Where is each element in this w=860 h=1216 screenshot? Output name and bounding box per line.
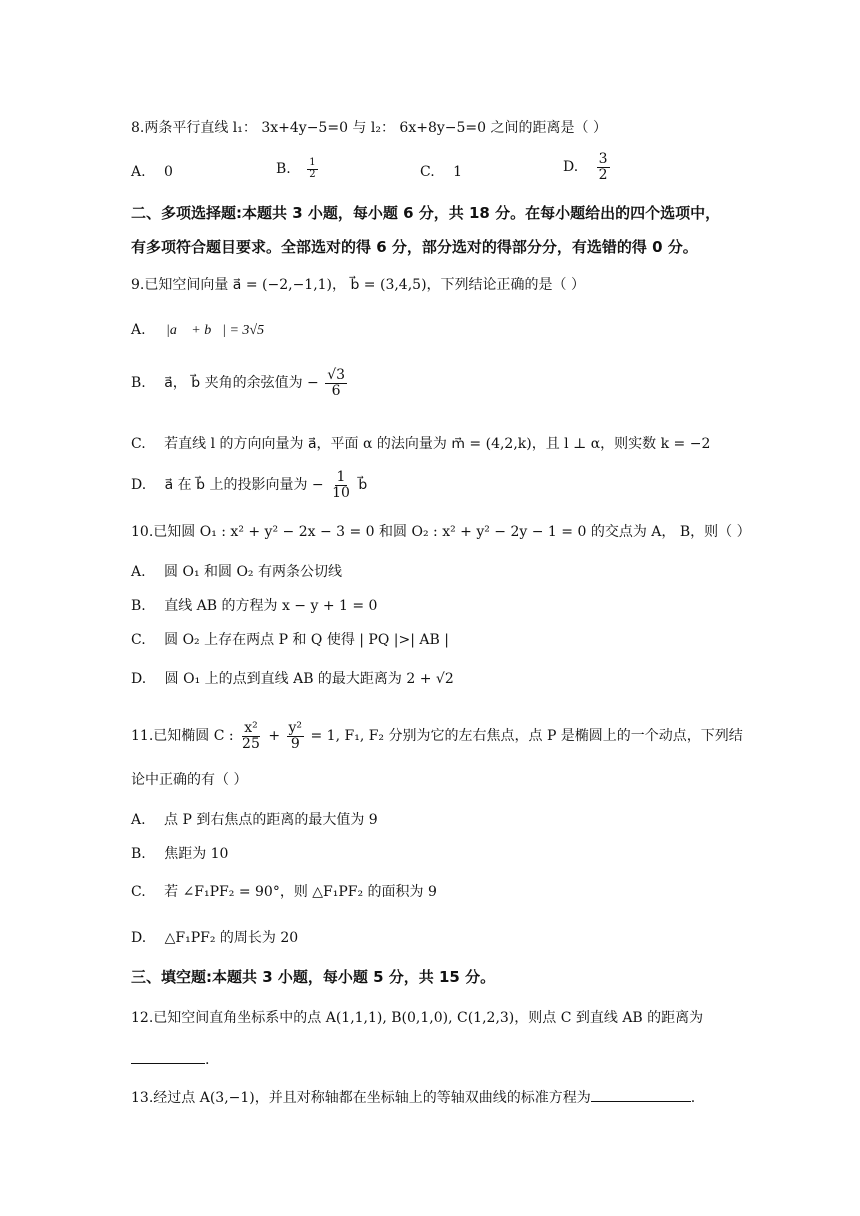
q11-stem (131, 718, 743, 754)
q9-option-d (131, 470, 367, 500)
q8-option-d-label: D. (563, 159, 579, 176)
q10-option-a-label: A. (131, 564, 146, 580)
q11-stem-line-2: 论中正确的有（ ） (131, 772, 248, 788)
q13-stem-line (131, 1088, 695, 1108)
q11-option-d (131, 928, 298, 948)
q8-option-a-label: A. (131, 164, 146, 180)
q10-option-b-text: 直线 AB 的方程为 x − y + 1 = 0 (164, 598, 378, 614)
q10-option-c (131, 630, 449, 650)
q10-option-c-label: C. (131, 632, 146, 648)
q11-fraction-y-num: y² (288, 719, 303, 736)
section-2-line-2: 有多项符合题目要求。全部选对的得 6 分，部分选对的得部分分，有选错的得 0 分。 (131, 238, 698, 256)
q8-option-d-den: 2 (598, 166, 608, 183)
q11-option-d-text: △F₁PF₂ 的周长为 20 (164, 930, 299, 946)
q12-stem: 12.已知空间直角坐标系中的点 A(1,1,1), B(0,1,0), C(1,2,3)，则点 C 到直线 AB 的距离为 (131, 1010, 704, 1026)
q11-fraction-x-num: x² (244, 719, 258, 736)
q13-stem: 13.经过点 A(3,−1)，并且对称轴都在坐标轴上的等轴双曲线的标准方程为 (131, 1090, 591, 1106)
q12-answer-blank[interactable] (131, 1063, 205, 1064)
section-2-line-1: 二、多项选择题:本题共 3 小题，每小题 6 分，共 18 分。在每小题给出的四个选项中， (131, 204, 721, 222)
q9-option-d-label: D. (131, 477, 147, 494)
q9-stem: 9.已知空间向量 a⃗ = (−2,−1,1)， b⃗ = (3,4,5)，下列结论正确的是（ ） (131, 277, 585, 293)
q9-option-d-fraction (330, 470, 352, 500)
q8-option-b-label: B. (276, 161, 291, 177)
q11-option-b (131, 844, 228, 864)
q11-option-c-text: 若 ∠F₁PF₂ = 90°，则 △F₁PF₂ 的面积为 9 (164, 884, 437, 900)
q9-option-c-text: 若直线 l 的方向向量为 a⃗，平面 α 的法向量为 m⃗ = (4,2,k)，且 l ⊥ α，则实数 k = −2 (164, 436, 711, 452)
q9-option-a (131, 320, 264, 341)
q10-option-a-text: 圆 O₁ 和圆 O₂ 有两条公切线 (164, 564, 342, 580)
section-3-line-1: 三、填空题:本题共 3 小题，每小题 5 分，共 15 分。 (131, 968, 496, 986)
q10-option-d-text: 圆 O₁ 上的点到直线 AB 的最大距离为 2 + √2 (164, 671, 454, 687)
q8-option-b (276, 158, 320, 180)
q9-option-a-text: |a⃗ + b⃗| = 3√5 (166, 323, 265, 338)
q9-option-d-text-after: b⃗ (358, 477, 368, 494)
q11-option-a (131, 810, 378, 830)
q8-option-c (420, 162, 462, 182)
q9-option-b-num: √3 (327, 367, 346, 383)
q8-option-d-num: 3 (598, 151, 608, 167)
q9-option-c-label: C. (131, 436, 146, 452)
q9-option-b (131, 368, 349, 398)
q11-option-b-text: 焦距为 10 (164, 846, 229, 862)
q8-option-a-value: 0 (164, 164, 173, 180)
q9-option-d-text: a⃗ 在 b⃗ 上的投影向量为 − (164, 477, 324, 494)
q9-option-b-fraction (325, 368, 347, 398)
q9-option-b-label: B. (131, 375, 146, 392)
q11-fraction-y-den: 9 (290, 735, 300, 752)
q8-option-b-fraction (307, 158, 317, 180)
q10-option-b-label: B. (131, 598, 146, 614)
q11-option-d-label: D. (131, 930, 147, 946)
q10-option-d-label: D. (131, 671, 147, 687)
q12-end: . (205, 1052, 210, 1068)
q11-stem-after: = 1, F₁, F₂ 分别为它的左右焦点，点 P 是椭圆上的一个动点，下列结 (310, 728, 743, 744)
q11-plus: + (268, 728, 281, 744)
q13-answer-blank[interactable] (591, 1101, 691, 1102)
q9-option-b-den: 6 (331, 382, 341, 399)
q8-option-b-den: 2 (309, 168, 316, 180)
q8-option-d-fraction (597, 152, 610, 182)
q11-stem-before: 11.已知椭圆 C : (131, 728, 234, 744)
q11-option-b-label: B. (131, 846, 146, 862)
q8-stem: 8.两条平行直线 l₁： 3x+4y−5=0 与 l₂： 6x+8y−5=0 之间的距离是（ ） (131, 120, 607, 136)
q11-option-c (131, 882, 437, 902)
q11-fraction-x (240, 721, 262, 751)
q9-option-d-den: 10 (332, 484, 350, 501)
q8-option-c-value: 1 (453, 164, 463, 180)
q9-option-d-num: 1 (336, 469, 346, 485)
q11-option-a-text: 点 P 到右焦点的距离的最大值为 9 (164, 812, 378, 828)
q8-option-b-num: 1 (309, 157, 316, 168)
q11-option-a-label: A. (131, 812, 146, 828)
q9-option-c (131, 434, 710, 454)
q10-option-d (131, 669, 454, 689)
q11-fraction-y (287, 721, 305, 751)
q8-option-c-label: C. (420, 164, 435, 180)
q9-option-a-label: A. (131, 322, 146, 338)
q13-end: . (690, 1090, 696, 1106)
q10-option-a (131, 562, 342, 582)
q8-option-d (563, 152, 612, 182)
q8-option-a (131, 162, 173, 182)
q9-option-b-text: a⃗， b⃗ 夹角的余弦值为 − (164, 375, 319, 392)
q11-fraction-x-den: 25 (242, 735, 260, 752)
q10-stem: 10.已知圆 O₁ : x² + y² − 2x − 3 = 0 和圆 O₂ : x² + y² − 2y − 1 = 0 的交点为 A， B，则（ ） (131, 524, 751, 540)
q10-option-c-text: 圆 O₂ 上存在两点 P 和 Q 使得 | PQ |>| AB | (164, 632, 449, 648)
q10-option-b (131, 596, 377, 616)
q11-option-c-label: C. (131, 884, 146, 900)
q12-answer-line (131, 1050, 209, 1070)
